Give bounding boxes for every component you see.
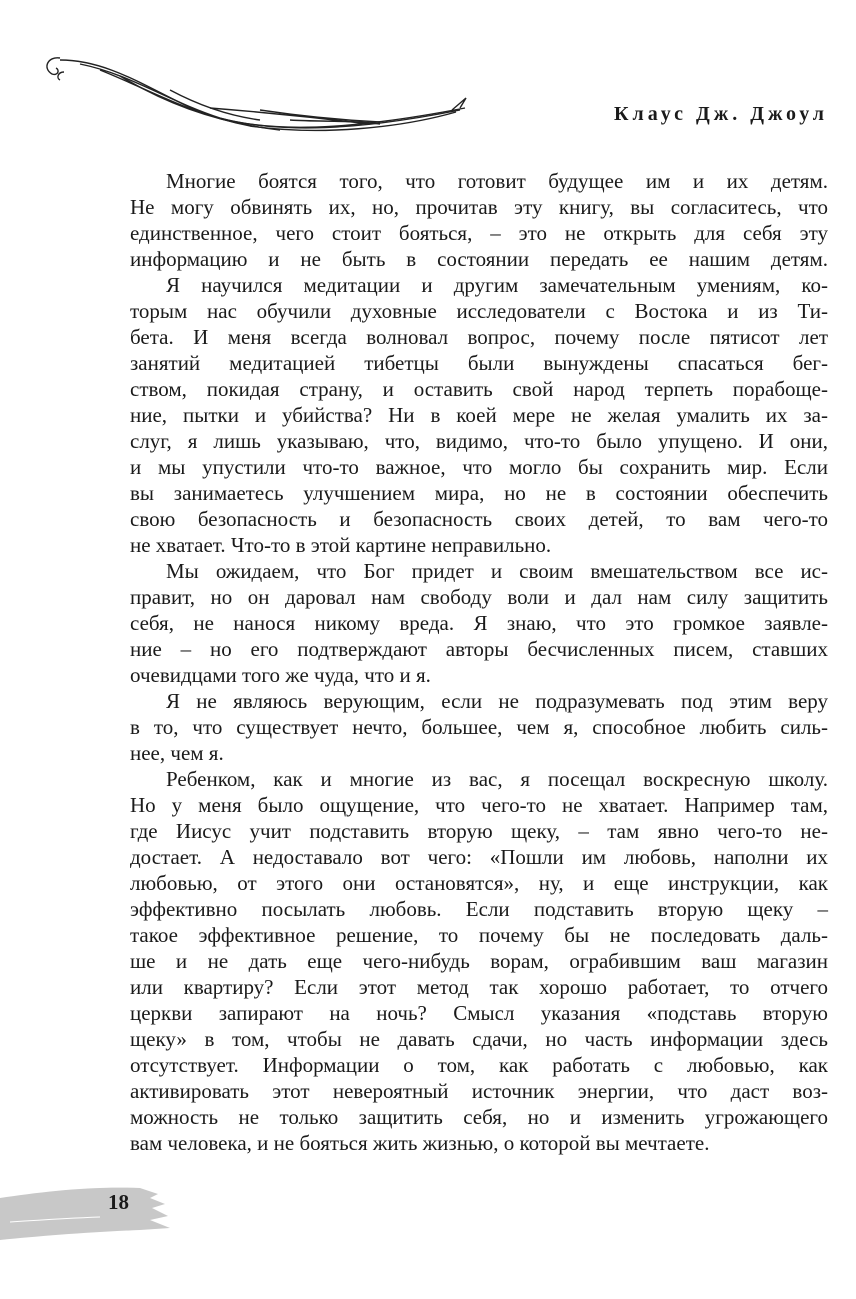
- text-line: ние – но его подтверждают авторы бесчисленных писем, ставших: [130, 637, 828, 661]
- text-line: свою безопасность и безопасность своих детей, то вам чего-то: [130, 507, 828, 531]
- body-text: [130, 168, 828, 1156]
- text-line: Не могу обвинять их, но, прочитав эту книгу, вы согласитесь, что: [130, 195, 828, 219]
- text-line: и мы упустили что-то важное, что могло бы сохранить мир. Если: [130, 455, 828, 479]
- text-line: или квартиру? Если этот метод так хорошо работает, то отчего: [130, 975, 828, 999]
- text-line: бета. И меня всегда волновал вопрос, почему после пятисот лет: [130, 325, 828, 349]
- text-line: где Иисус учит подставить вторую щеку, – там явно чего-то не-: [130, 819, 828, 843]
- text-line: очевидцами того же чуда, что и я.: [130, 663, 431, 687]
- text-line: щеку» в том, чтобы не давать сдачи, но часть информации здесь: [130, 1027, 828, 1051]
- text-line: ством, покидая страну, и оставить свой народ терпеть порабоще-: [130, 377, 828, 401]
- text-line: ние, пытки и убийства? Ни в коей мере не желая умалить их за-: [130, 403, 828, 427]
- text-line: отсутствует. Информации о том, как работать с любовью, как: [130, 1053, 828, 1077]
- text-line: Многие боятся того, что готовит будущее им и их детям.: [166, 169, 828, 193]
- text-line: информацию и не быть в состоянии передать ее нашим детям.: [130, 247, 828, 271]
- text-line: вам человека, и не бояться жить жизнью, о которой вы мечтаете.: [130, 1131, 710, 1155]
- text-line: Я научился медитации и другим замечательным умениям, ко-: [166, 273, 828, 297]
- text-line: занятий медитацией тибетцы были вынуждены спасаться бег-: [130, 351, 828, 375]
- page-number: 18: [108, 1190, 129, 1214]
- text-line: такое эффективное решение, то почему бы не последовать даль-: [130, 923, 828, 947]
- text-line: эффективно посылать любовь. Если подставить вторую щеку –: [130, 897, 828, 921]
- text-line: вы занимаетесь улучшением мира, но не в состоянии обеспечить: [130, 481, 828, 505]
- text-line: единственное, чего стоит бояться, – это не открыть для себя эту: [130, 221, 828, 245]
- text-line: нее, чем я.: [130, 741, 224, 765]
- text-line: ше и не дать еще чего-нибудь ворам, ограбившим ваш магазин: [130, 949, 828, 973]
- text-line: любовью, от этого они остановятся», ну, и еще инструкции, как: [130, 871, 828, 895]
- brush-stroke-decoration: [0, 1170, 180, 1240]
- text-line: Ребенком, как и многие из вас, я посещал воскресную школу.: [166, 767, 828, 791]
- text-line: достает. А недоставало вот чего: «Пошли им любовь, наполни их: [130, 845, 828, 869]
- text-line: церкви запирают на ночь? Смысл указания «подставь вторую: [130, 1001, 828, 1025]
- running-head-author: Клаус Дж. Джоул: [614, 103, 828, 125]
- text-line: в то, что существует нечто, большее, чем я, способное любить силь-: [130, 715, 828, 739]
- text-line: не хватает. Что-то в этой картине неправильно.: [130, 533, 552, 557]
- text-line: торым нас обучили духовные исследователи с Востока и из Ти-: [130, 299, 828, 323]
- text-line: можность не только защитить себя, но и изменить угрожающего: [130, 1105, 828, 1129]
- text-line: правит, но он даровал нам свободу воли и дал нам силу защитить: [130, 585, 828, 609]
- text-line: себя, не нанося никому вреда. Я знаю, что это громкое заявле-: [130, 611, 828, 635]
- feather-ornament-icon: [20, 50, 480, 140]
- text-line: активировать этот невероятный источник энергии, что даст воз-: [130, 1079, 828, 1103]
- text-line: слуг, я лишь указываю, что, видимо, что-то было упущено. И они,: [130, 429, 828, 453]
- text-line: Мы ожидаем, что Бог придет и своим вмешательством все ис-: [166, 559, 828, 583]
- text-line: Я не являюсь верующим, если не подразумевать под этим веру: [166, 689, 828, 713]
- text-line: Но у меня было ощущение, что чего-то не хватает. Например там,: [130, 793, 828, 817]
